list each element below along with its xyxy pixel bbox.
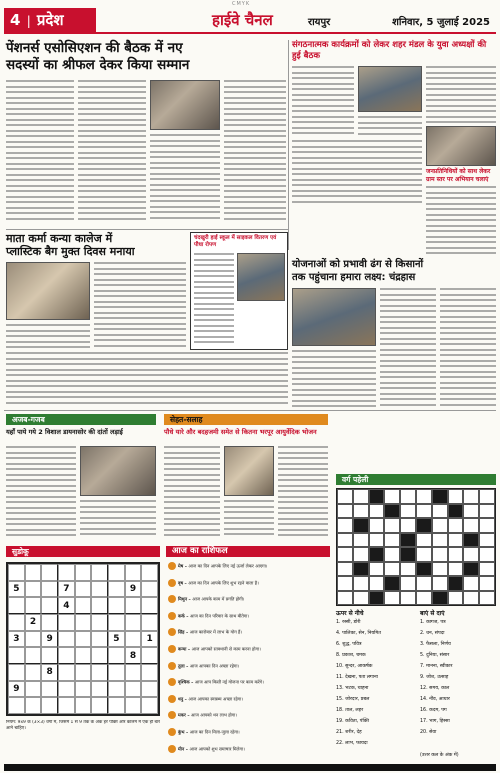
crossword-cell[interactable]: [432, 504, 448, 519]
sudoku-cell[interactable]: 3: [8, 631, 25, 648]
crossword-cell[interactable]: [432, 518, 448, 533]
sudoku-cell[interactable]: [41, 647, 58, 664]
lead-right-text-col3: [426, 66, 496, 124]
sudoku-cell[interactable]: [75, 581, 92, 598]
sudoku-cell[interactable]: [8, 564, 25, 581]
kisan-text-col0: [292, 350, 376, 408]
sudoku-cell[interactable]: [58, 647, 75, 664]
science-kicker: अजब-गजब: [6, 414, 156, 425]
sudoku-cell[interactable]: 9: [8, 681, 25, 698]
horoscope-sign: [168, 645, 328, 654]
horoscope-sign-name: धनु –: [178, 697, 189, 703]
ayurvedic-food-photo: [224, 446, 274, 496]
lead-left-text-col1: [6, 80, 74, 226]
horoscope-sign-text: आज का दिन मिला-जुला रहेगा।: [189, 730, 240, 736]
sudoku-cell[interactable]: [75, 631, 92, 648]
lead-left-headline-line2: सदस्यों का श्रीफल देकर किया सम्मान: [6, 57, 190, 73]
crossword-cell[interactable]: [463, 547, 479, 562]
crossword-block: [448, 504, 464, 519]
health-headline: पौधे यारे और बदहजमी समेत से कितना भरपूर आयुर्वेदिक भोजन: [164, 428, 317, 436]
sudoku-instructions: नियम: 9x9 के (3×3) वर्गों में, जिसमें 1 से 9 तक के अंक हर पंक्ति और कॉलम में एक ही बार आने चाहिए।: [6, 720, 160, 731]
right-mid-text: [426, 186, 496, 256]
horoscope-sign: [168, 662, 328, 671]
crossword-cell[interactable]: [416, 591, 432, 606]
crossword-cell[interactable]: [384, 547, 400, 562]
horoscope-sign-text: आज आपका दिन अच्छा रहेगा।: [189, 664, 240, 670]
sudoku-cell[interactable]: [58, 697, 75, 714]
crossword-cell[interactable]: [448, 547, 464, 562]
horoscope-sign: [168, 745, 328, 754]
kisan-headline-line2: तक पहुंचाना हमारा लक्ष्य: चंद्रहास: [292, 272, 416, 283]
crossword-block: [400, 533, 416, 548]
crossword-title: वर्ग पहेली: [336, 474, 496, 485]
crossword-cell[interactable]: [463, 489, 479, 504]
crossword-block: [416, 562, 432, 577]
horoscope-sign-name: कर्क –: [178, 614, 190, 620]
crossword-cell[interactable]: [369, 518, 385, 533]
sudoku-cell[interactable]: [125, 681, 142, 698]
crossword-cell[interactable]: [337, 591, 353, 606]
crossword-block: [463, 562, 479, 577]
horoscope-sign: [168, 579, 328, 588]
masthead: [4, 8, 496, 34]
crossword-clue: 3. फैसला, निर्णय: [420, 642, 451, 647]
cycles-text: [194, 253, 234, 347]
sudoku-cell[interactable]: 2: [25, 614, 42, 631]
crossword-cell[interactable]: [400, 518, 416, 533]
lead-left-text-col3: [150, 134, 220, 226]
sudoku-cell[interactable]: [75, 564, 92, 581]
crossword-clue: 8. प्रकाश, चमक: [336, 653, 366, 658]
crossword-clue: 1. रस्सी, डोरी: [336, 620, 361, 625]
sudoku-cell[interactable]: [41, 564, 58, 581]
sudoku-cell[interactable]: [141, 564, 158, 581]
crossword-block: [463, 533, 479, 548]
health-text-col2: [278, 446, 328, 538]
horoscope-sign-text: आज का दिन आपके लिए नई ऊर्जा लेकर आएगा।: [188, 564, 268, 570]
sudoku-cell[interactable]: 7: [58, 581, 75, 598]
sudoku-cell[interactable]: [141, 614, 158, 631]
crossword-clue: 5. दुनिया, संसार: [420, 653, 450, 658]
sudoku-cell[interactable]: [25, 681, 42, 698]
crossword-cell[interactable]: [432, 547, 448, 562]
print-registration-mark: CMYK: [232, 1, 251, 7]
sudoku-cell[interactable]: [8, 597, 25, 614]
crossword-block: [384, 504, 400, 519]
crossword-block: [432, 591, 448, 606]
crossword-cell[interactable]: [448, 562, 464, 577]
crossword-cell[interactable]: [416, 504, 432, 519]
science-text-col2: [80, 500, 156, 538]
sudoku-cell[interactable]: [75, 647, 92, 664]
section-divider-2: [4, 410, 496, 411]
sudoku-cell[interactable]: [41, 681, 58, 698]
page-section-badge: 4 | प्रदेश: [4, 8, 96, 32]
crossword-cell[interactable]: [448, 489, 464, 504]
crossword-clue: 14. नींव, आधार: [420, 697, 450, 702]
horoscope-sign-name: वृश्चिक –: [178, 680, 195, 686]
crossword-cell[interactable]: [479, 562, 495, 577]
college-text-col1: [94, 262, 186, 348]
sudoku-cell[interactable]: [25, 664, 42, 681]
zodiac-sign-icon: [168, 628, 176, 636]
crossword-block: [400, 547, 416, 562]
crossword-grid[interactable]: [336, 488, 496, 606]
zodiac-sign-icon: [168, 695, 176, 703]
zodiac-sign-icon: [168, 678, 176, 686]
sudoku-cell[interactable]: [141, 697, 158, 714]
sudoku-cell[interactable]: [75, 664, 92, 681]
sudoku-cell[interactable]: [125, 697, 142, 714]
crossword-cell[interactable]: [479, 518, 495, 533]
crossword-cell[interactable]: [479, 489, 495, 504]
crossword-cell[interactable]: [353, 547, 369, 562]
crossword-clue: 18. ताल, लहर: [336, 708, 364, 713]
health-text-col1: [164, 446, 220, 538]
crossword-cell[interactable]: [337, 562, 353, 577]
crossword-cell[interactable]: [448, 591, 464, 606]
crossword-cell[interactable]: [337, 576, 353, 591]
college-text-col0: [6, 324, 90, 348]
horoscope-sign-text: आज आप किसी नई योजना पर काम करेंगे।: [194, 680, 264, 686]
crossword-block: [384, 576, 400, 591]
sudoku-cell[interactable]: [25, 564, 42, 581]
crossword-cell[interactable]: [353, 533, 369, 548]
horoscope-sign-text: आज आपको सावधानी से काम करना होगा।: [191, 647, 261, 653]
sudoku-cell[interactable]: [58, 614, 75, 631]
crossword-left-clues-title: ऊपर से नीचे: [336, 610, 364, 617]
crossword-cell[interactable]: [400, 489, 416, 504]
horoscope-sign-text: आज आपको शुभ समाचार मिलेगा।: [189, 747, 245, 753]
sudoku-cell[interactable]: [75, 614, 92, 631]
horoscope-sign-text: आज का दिन परिवार के साथ बीतेगा।: [190, 614, 250, 620]
sudoku-cell[interactable]: [8, 697, 25, 714]
sudoku-cell[interactable]: [141, 681, 158, 698]
crossword-clue: 20. सेवा: [420, 730, 437, 735]
horoscope-sign-text: आज कारोबार में लाभ के योग हैं।: [189, 630, 243, 636]
cycle-distribution-photo: [237, 253, 285, 301]
crossword-block: [369, 591, 385, 606]
crossword-clue: 16. कदम, पग: [420, 708, 447, 713]
lead-right-text-lower: [292, 140, 422, 210]
crossword-cell[interactable]: [479, 547, 495, 562]
sudoku-cell[interactable]: [108, 647, 125, 664]
crossword-cell[interactable]: [384, 489, 400, 504]
sudoku-cell[interactable]: [8, 647, 25, 664]
science-text-col1: [6, 446, 76, 538]
sudoku-cell[interactable]: [141, 647, 158, 664]
newspaper-brand: हाईवे चैनल: [212, 11, 273, 29]
health-text-col3: [224, 500, 274, 538]
sudoku-cell[interactable]: [41, 697, 58, 714]
college-headline-line1: माता कर्मा कन्या कालेज में: [6, 232, 113, 245]
dinosaur-fossil-photo: [80, 446, 156, 496]
crossword-cell[interactable]: [353, 504, 369, 519]
crossword-cell[interactable]: [369, 576, 385, 591]
sudoku-cell[interactable]: [41, 581, 58, 598]
sudoku-cell[interactable]: [41, 614, 58, 631]
kisan-text-col1: [380, 288, 436, 408]
crossword-clue: 22. लाभ, फायदा: [336, 741, 368, 746]
crossword-block: [369, 489, 385, 504]
crossword-clue: 9. जोश, उत्साह: [420, 675, 449, 680]
sudoku-cell[interactable]: [91, 564, 108, 581]
zodiac-sign-icon: [168, 645, 176, 653]
crossword-cell[interactable]: [384, 562, 400, 577]
sudoku-cell[interactable]: [75, 697, 92, 714]
zodiac-sign-icon: [168, 711, 176, 719]
horoscope-sign-name: वृष –: [178, 581, 189, 587]
crossword-cell[interactable]: [463, 591, 479, 606]
column-divider: [288, 40, 289, 250]
college-headline-line2: प्लास्टिक बैग मुक्त दिवस मनाया: [6, 245, 135, 258]
sudoku-cell[interactable]: [91, 697, 108, 714]
crossword-cell[interactable]: [479, 591, 495, 606]
sudoku-cell[interactable]: 9: [125, 581, 142, 598]
cycles-text-continued: [6, 352, 288, 408]
crossword-cell[interactable]: [369, 562, 385, 577]
crossword-cell[interactable]: [369, 504, 385, 519]
sudoku-cell[interactable]: [25, 581, 42, 598]
crossword-cell[interactable]: [384, 591, 400, 606]
horoscope-sign: [168, 562, 328, 571]
horoscope-sign: [168, 728, 328, 737]
sudoku-title: सुडोकू: [6, 546, 160, 557]
crossword-cell[interactable]: [448, 533, 464, 548]
lead-right-text-col1: [292, 66, 354, 138]
sudoku-cell[interactable]: [108, 581, 125, 598]
kisan-headline-line1: योजनाओं को प्रभावी ढंग से किसानों: [292, 259, 424, 270]
crossword-cell[interactable]: [479, 533, 495, 548]
crossword-cell[interactable]: [337, 518, 353, 533]
lead-right-text-col2: [358, 116, 422, 138]
kisan-meeting-photo: [292, 288, 376, 346]
crossword-clue: 21. शरीर, देह: [336, 730, 362, 735]
cycles-headline: चंदखुरी हाई स्कूल में साइकल वितरण एवं पौधा रोपण: [194, 235, 277, 248]
crossword-clue: 15. जोरदार, प्रबल: [336, 697, 370, 702]
zodiac-sign-icon: [168, 662, 176, 670]
sudoku-cell[interactable]: 5: [8, 581, 25, 598]
lead-left-text-col4: [224, 80, 286, 226]
sudoku-cell[interactable]: [25, 631, 42, 648]
bjp-leaders-photo: [426, 126, 496, 166]
horoscope-sign-name: मिथुन –: [178, 597, 193, 603]
sudoku-cell[interactable]: [125, 664, 142, 681]
sudoku-cell[interactable]: [25, 597, 42, 614]
horoscope-sign-name: कन्या –: [178, 647, 192, 653]
sudoku-cell[interactable]: [58, 681, 75, 698]
right-mid-headline: जनप्रतिनिधियों को साथ लेकर ग्राम स्तर पर अभियान चलाएं: [426, 168, 491, 183]
sudoku-cell[interactable]: [108, 681, 125, 698]
sudoku-cell[interactable]: [25, 647, 42, 664]
sudoku-cell[interactable]: [108, 664, 125, 681]
sudoku-cell[interactable]: [25, 697, 42, 714]
crossword-cell[interactable]: [337, 489, 353, 504]
horoscope-sign: [168, 628, 328, 637]
crossword-cell[interactable]: [463, 576, 479, 591]
horoscope-sign: [168, 595, 328, 604]
edition-date: शनिवार, 5 जुलाई 2025: [392, 17, 490, 28]
crossword-cell[interactable]: [416, 547, 432, 562]
horoscope-sign-text: आज आपके काम में प्रगति होगी।: [192, 597, 245, 603]
crossword-cell[interactable]: [463, 504, 479, 519]
sudoku-cell[interactable]: 4: [58, 597, 75, 614]
crossword-cell[interactable]: [353, 591, 369, 606]
science-headline: यहाँ पाये गये 2 विशाल डायनासोर की दांतों लड़ाई: [6, 428, 123, 436]
sudoku-cell[interactable]: [91, 614, 108, 631]
crossword-cell[interactable]: [337, 504, 353, 519]
crossword-cell[interactable]: [479, 576, 495, 591]
edition-city: रायपुर: [308, 17, 331, 28]
sudoku-cell[interactable]: [125, 564, 142, 581]
sudoku-cell[interactable]: [91, 597, 108, 614]
lead-left-headline: [6, 40, 284, 74]
crossword-clue: 17. भाग, हिस्सा: [420, 719, 450, 724]
sudoku-cell[interactable]: 8: [125, 647, 142, 664]
section-name: प्रदेश: [36, 11, 64, 29]
crossword-cell[interactable]: [369, 533, 385, 548]
horoscope-sign-name: मीन –: [178, 747, 190, 753]
crossword-cell[interactable]: [384, 518, 400, 533]
zodiac-sign-icon: [168, 595, 176, 603]
horoscope-sign-text: आज का दिन आपके लिए शुभ रहने वाला है।: [188, 581, 259, 587]
horoscope-sign: [168, 612, 328, 621]
crossword-cell[interactable]: [337, 533, 353, 548]
health-kicker: सेहत-सलाह: [164, 414, 328, 425]
sudoku-cell[interactable]: [108, 614, 125, 631]
horoscope-sign: [168, 695, 328, 704]
crossword-cell[interactable]: [416, 576, 432, 591]
horoscope-title: आज का राशिफल: [166, 546, 330, 557]
crossword-cell[interactable]: [432, 562, 448, 577]
lead-left-headline-line1: पेंशनर्स एसोसिएशन की बैठक में नए: [6, 40, 183, 56]
sudoku-cell[interactable]: [58, 564, 75, 581]
kisan-headline: [292, 258, 496, 284]
sudoku-cell[interactable]: [125, 614, 142, 631]
crossword-cell[interactable]: [353, 576, 369, 591]
sudoku-grid[interactable]: [6, 562, 160, 716]
sudoku-cell[interactable]: [108, 564, 125, 581]
crossword-cell[interactable]: [479, 504, 495, 519]
crossword-cell[interactable]: [432, 533, 448, 548]
horoscope-sign-name: मेष –: [178, 564, 189, 570]
page-number: 4: [10, 11, 21, 29]
sudoku-cell[interactable]: [75, 681, 92, 698]
crossword-cell[interactable]: [384, 533, 400, 548]
sudoku-cell[interactable]: 9: [41, 631, 58, 648]
zodiac-sign-icon: [168, 562, 176, 570]
crossword-cell[interactable]: [448, 518, 464, 533]
crossword-clue: 12. समय, काल: [420, 686, 450, 691]
crossword-cell[interactable]: [400, 504, 416, 519]
section-divider: [6, 229, 288, 230]
college-event-photo: [6, 262, 90, 320]
crossword-block: [416, 518, 432, 533]
sudoku-cell[interactable]: [41, 597, 58, 614]
sudoku-cell[interactable]: [58, 664, 75, 681]
crossword-clue: 7. मानना, स्वीकार: [420, 664, 453, 669]
crossword-cell[interactable]: [463, 518, 479, 533]
horoscope-sign-text: आज आपका स्वास्थ्य अच्छा रहेगा।: [188, 697, 243, 703]
sudoku-cell[interactable]: 8: [41, 664, 58, 681]
sudoku-cell[interactable]: [125, 631, 142, 648]
crossword-clue: 11. देखना, पता लगाना: [336, 675, 378, 680]
horoscope-sign-name: सिंह –: [178, 630, 190, 636]
page-footer-bar: [4, 764, 496, 771]
sudoku-cell[interactable]: [8, 614, 25, 631]
college-headline: [6, 232, 186, 258]
crossword-clue: 13. भटक, चाहना: [336, 686, 369, 691]
crossword-cell[interactable]: [416, 533, 432, 548]
crossword-cell[interactable]: [400, 576, 416, 591]
crossword-cell[interactable]: [432, 576, 448, 591]
crossword-right-clues-title: बाएं से दाएं: [420, 610, 445, 617]
sudoku-cell[interactable]: [108, 697, 125, 714]
sudoku-cell[interactable]: [8, 664, 25, 681]
cycles-story-box: [190, 232, 288, 350]
sudoku-cell[interactable]: [125, 597, 142, 614]
sudoku-cell[interactable]: [91, 581, 108, 598]
crossword-cell[interactable]: [416, 489, 432, 504]
crossword-cell[interactable]: [337, 547, 353, 562]
sudoku-cell[interactable]: [91, 681, 108, 698]
sudoku-cell[interactable]: [141, 597, 158, 614]
horoscope-sign: [168, 711, 328, 720]
pensioners-meeting-photo: [150, 80, 220, 130]
crossword-clue: 1. कागज, पत्र: [420, 620, 446, 625]
sudoku-cell[interactable]: 1: [141, 631, 158, 648]
crossword-block: [432, 489, 448, 504]
kisan-text-col2: [440, 288, 496, 408]
horoscope-sign-text: आज आपको धन लाभ होगा।: [191, 713, 237, 719]
horoscope-sign: [168, 678, 328, 687]
sudoku-cell[interactable]: [91, 647, 108, 664]
crossword-cell[interactable]: [400, 562, 416, 577]
sudoku-cell[interactable]: [91, 631, 108, 648]
crossword-clue: 4. पालिका, सेन, नियमित: [336, 631, 382, 636]
crossword-clue: 10. सुन्दर, आकर्षक: [336, 664, 373, 669]
lead-right-headline: संगठनात्मक कार्यक्रमों को लेकर शहर मंडल के युवा अध्यक्षों की हुई बैठक: [292, 40, 487, 61]
sudoku-cell[interactable]: [91, 664, 108, 681]
crossword-block: [369, 547, 385, 562]
horoscope-sign-name: मकर –: [178, 713, 192, 719]
lead-left-text-col2: [78, 80, 146, 226]
youth-meeting-photo: [358, 66, 422, 112]
crossword-cell[interactable]: [353, 489, 369, 504]
crossword-block: [448, 576, 464, 591]
sudoku-cell[interactable]: [141, 664, 158, 681]
crossword-answer-note: (उत्तर कल के अंक में): [420, 753, 459, 758]
zodiac-sign-icon: [168, 728, 176, 736]
zodiac-sign-icon: [168, 579, 176, 587]
sudoku-cell[interactable]: [108, 597, 125, 614]
horoscope-sign-name: तुला –: [178, 664, 190, 670]
crossword-clue: 19. कविता, पंक्ति: [336, 719, 370, 724]
horoscope-sign-name: कुंभ –: [178, 730, 190, 736]
zodiac-sign-icon: [168, 612, 176, 620]
sudoku-cell[interactable]: [141, 581, 158, 598]
crossword-cell[interactable]: [400, 591, 416, 606]
sudoku-cell[interactable]: 5: [108, 631, 125, 648]
zodiac-sign-icon: [168, 745, 176, 753]
crossword-clue: 2. धन, संपदा: [420, 631, 445, 636]
crossword-clue: 6. शुद्ध, पवित्र: [336, 642, 362, 647]
sudoku-cell[interactable]: [58, 631, 75, 648]
crossword-block: [353, 562, 369, 577]
sudoku-cell[interactable]: [75, 597, 92, 614]
crossword-block: [353, 518, 369, 533]
